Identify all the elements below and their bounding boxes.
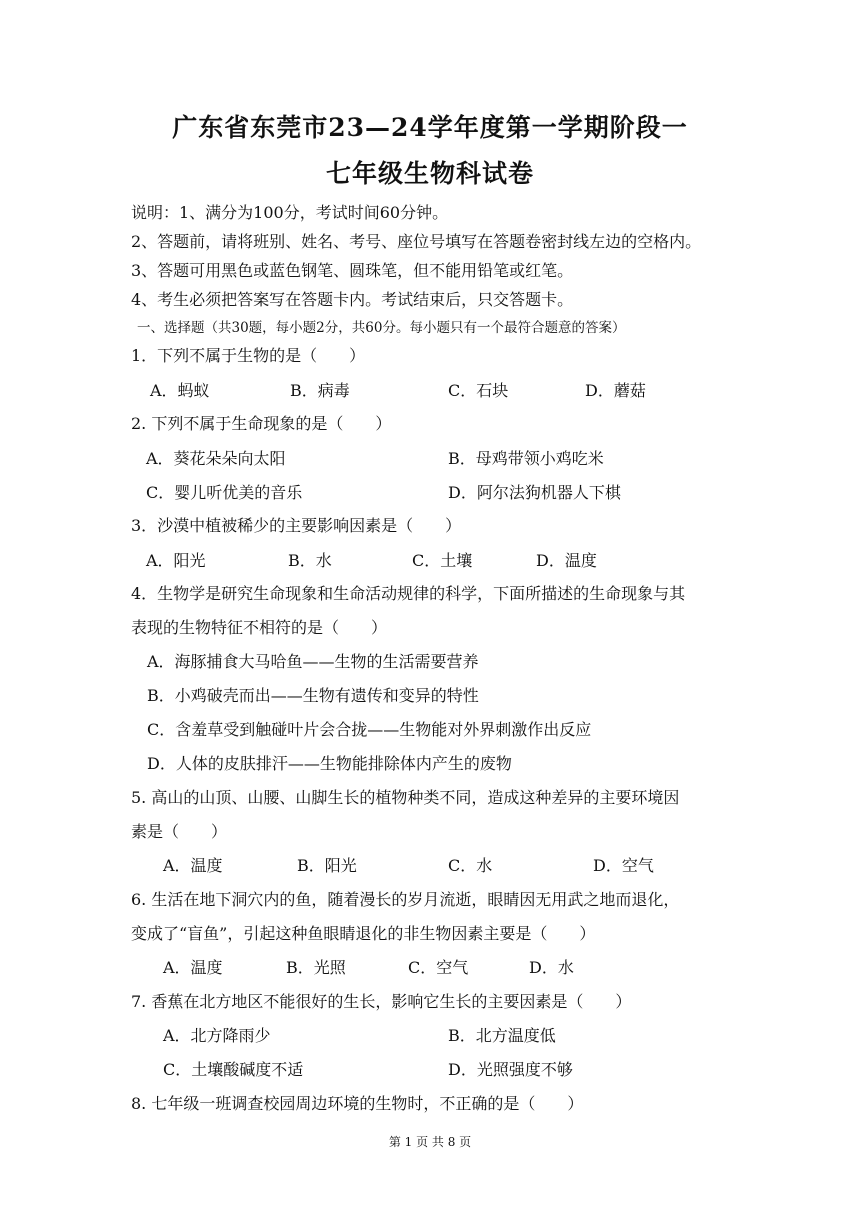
section-title: 一、选择题（共30题，每小题2分，共60分。每小题只有一个最符合题意的答案） (137, 320, 626, 336)
question-2-option-c: C．婴儿听优美的音乐 (146, 483, 303, 502)
instruction-1: 说明：1、满分为100分，考试时间60分钟。 (131, 203, 449, 222)
question-3-option-c: C．土壤 (412, 551, 473, 570)
question-5-stem-line2: 素是（ ） (131, 822, 228, 841)
question-4-option-a: A．海豚捕食大马哈鱼——生物的生活需要营养 (147, 652, 479, 671)
question-3-option-d: D．温度 (536, 551, 597, 570)
question-1-stem: 1．下列不属于生物的是（ ） (131, 346, 366, 365)
question-5-option-c: C．水 (448, 856, 493, 875)
question-7-option-a: A．北方降雨少 (163, 1026, 271, 1045)
question-6-option-a: A．温度 (163, 958, 223, 977)
question-8-stem: 8. 七年级一班调查校园周边环境的生物时，不正确的是（ ） (131, 1094, 584, 1113)
question-6-option-c: C．空气 (408, 958, 469, 977)
question-7-stem: 7. 香蕉在北方地区不能很好的生长，影响它生长的主要因素是（ ） (131, 992, 632, 1011)
question-5-option-a: A．温度 (163, 856, 223, 875)
question-2-option-b: B．母鸡带领小鸡吃米 (448, 449, 604, 468)
question-5-stem-line1: 5. 高山的山顶、山腰、山脚生长的植物种类不同，造成这种差异的主要环境因 (131, 788, 680, 807)
question-6-stem-line2: 变成了“盲鱼”，引起这种鱼眼睛退化的非生物因素主要是（ ） (131, 924, 596, 943)
question-4-stem-line1: 4．生物学是研究生命现象和生命活动规律的科学，下面所描述的生命现象与其 (131, 584, 686, 603)
question-2-option-d: D．阿尔法狗机器人下棋 (448, 483, 621, 502)
question-5-option-d: D．空气 (593, 856, 654, 875)
question-2-stem: 2. 下列不属于生命现象的是（ ） (131, 414, 392, 433)
question-6-stem-line1: 6. 生活在地下洞穴内的鱼，随着漫长的岁月流逝，眼睛因无用武之地而退化， (131, 890, 680, 909)
exam-title-line1: 广东省东莞市23—24学年度第一学期阶段一 (172, 113, 688, 142)
question-4-option-c: C．含羞草受到触碰叶片会合拢——生物能对外界刺激作出反应 (147, 720, 592, 739)
question-3-option-b: B．水 (288, 551, 332, 570)
question-2-option-a: A．葵花朵朵向太阳 (146, 449, 286, 468)
question-3-stem: 3．沙漠中植被稀少的主要影响因素是（ ） (131, 516, 462, 535)
question-5-option-b: B．阳光 (297, 856, 357, 875)
question-1-option-a: A．蚂蚁 (150, 381, 210, 400)
exam-title-line2: 七年级生物科试卷 (325, 159, 534, 188)
question-3-option-a: A．阳光 (146, 551, 206, 570)
question-7-option-c: C．土壤酸碱度不适 (163, 1060, 304, 1079)
question-1-option-c: C．石块 (448, 381, 509, 400)
question-4-option-d: D．人体的皮肤排汗——生物能排除体内产生的废物 (147, 754, 512, 773)
question-1-option-d: D．蘑菇 (585, 381, 646, 400)
question-7-option-d: D．光照强度不够 (448, 1060, 573, 1079)
instruction-4: 4、考生必须把答案写在答题卡内。考试结束后，只交答题卡。 (131, 290, 574, 309)
instruction-2: 2、答题前，请将班别、姓名、考号、座位号填写在答题卷密封线左边的空格内。 (131, 232, 702, 251)
question-6-option-b: B．光照 (286, 958, 346, 977)
question-6-option-d: D．水 (529, 958, 574, 977)
question-4-stem-line2: 表现的生物特征不相符的是（ ） (131, 618, 388, 637)
page-footer: 第 1 页 共 8 页 (388, 1135, 472, 1149)
instruction-3: 3、答题可用黑色或蓝色钢笔、圆珠笔，但不能用铅笔或红笔。 (131, 261, 574, 280)
question-1-option-b: B．病毒 (290, 381, 350, 400)
question-4-option-b: B．小鸡破壳而出——生物有遗传和变异的特性 (147, 686, 479, 705)
question-7-option-b: B．北方温度低 (448, 1026, 556, 1045)
